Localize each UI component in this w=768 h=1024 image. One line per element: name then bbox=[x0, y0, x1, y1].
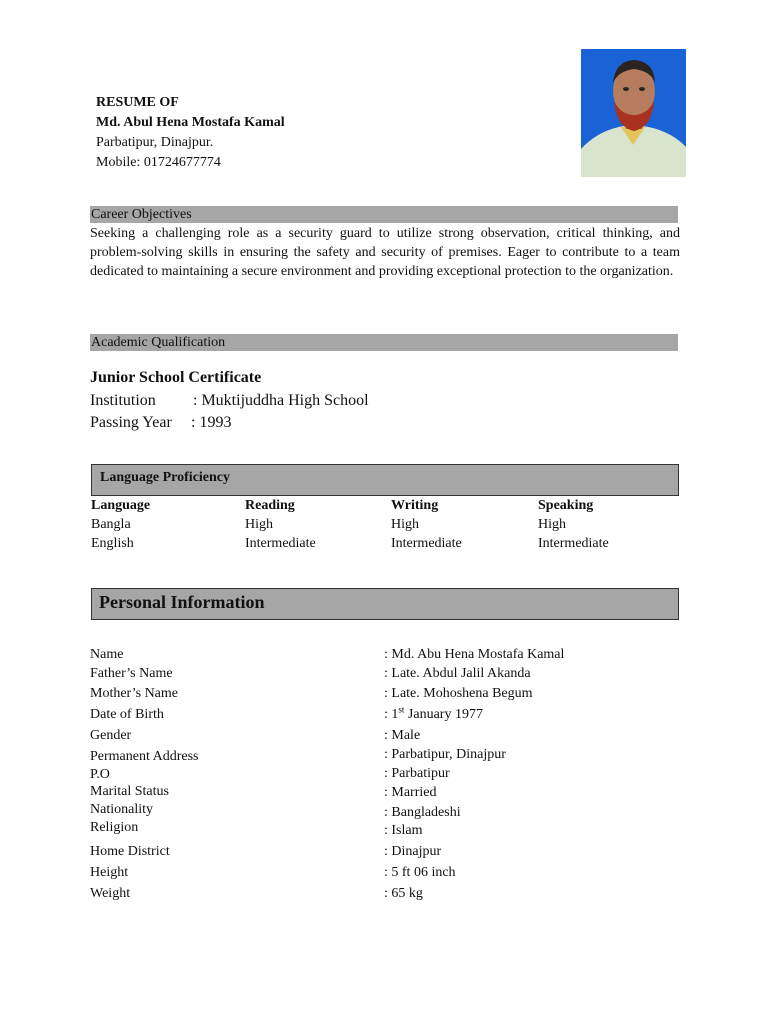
lang-col-reading: Reading bbox=[245, 498, 295, 513]
pi-label-religion: Religion bbox=[90, 820, 139, 835]
pi-label-permanent-address: Permanent Address bbox=[90, 749, 199, 764]
pi-value-home-district: : Dinajpur bbox=[384, 844, 442, 859]
pi-value-dob: : 1st January 1977 bbox=[384, 704, 483, 722]
resume-of-label: RESUME OF bbox=[96, 95, 179, 110]
certificate-title: Junior School Certificate bbox=[90, 369, 262, 386]
lang-cell: Intermediate bbox=[245, 536, 316, 551]
pi-value-mother: : Late. Mohoshena Begum bbox=[384, 686, 533, 701]
pi-label-po: P.O bbox=[90, 767, 110, 782]
passing-year-value: : 1993 bbox=[191, 414, 232, 431]
career-objectives-text: Seeking a challenging role as a security guard to utilize strong observation, critical thinking, and problem-solving skills in ensuring the safety and security of premises. Eager to contribute to a team dedicated to maintaining a secure environment and providing exceptional protection to the organization. bbox=[90, 226, 680, 279]
pi-label-mother: Mother’s Name bbox=[90, 686, 178, 701]
pi-value-po: : Parbatipur bbox=[384, 766, 450, 781]
profile-photo bbox=[581, 49, 686, 177]
lang-cell: Bangla bbox=[91, 517, 131, 532]
academic-qualification-heading: Academic Qualification bbox=[90, 334, 678, 351]
pi-label-gender: Gender bbox=[90, 728, 132, 743]
pi-label-home-district: Home District bbox=[90, 844, 170, 859]
pi-label-name: Name bbox=[90, 647, 124, 662]
language-proficiency-heading: Language Proficiency bbox=[91, 464, 679, 496]
pi-value-nationality: : Bangladeshi bbox=[384, 805, 461, 820]
lang-cell: English bbox=[91, 536, 134, 551]
lang-cell: Intermediate bbox=[391, 536, 462, 551]
pi-label-nationality: Nationality bbox=[90, 802, 153, 817]
passing-year-label: Passing Year bbox=[90, 414, 172, 431]
lang-col-writing: Writing bbox=[391, 498, 439, 513]
lang-col-speaking: Speaking bbox=[538, 498, 594, 513]
pi-label-weight: Weight bbox=[90, 886, 131, 901]
pi-value-gender: : Male bbox=[384, 728, 421, 743]
pi-value-father: : Late. Abdul Jalil Akanda bbox=[384, 666, 531, 681]
pi-value-religion: : Islam bbox=[384, 823, 423, 838]
institution-value: : Muktijuddha High School bbox=[193, 392, 369, 409]
lang-cell: High bbox=[391, 517, 419, 532]
candidate-name: Md. Abul Hena Mostafa Kamal bbox=[96, 115, 285, 130]
lang-cell: Intermediate bbox=[538, 536, 609, 551]
pi-label-dob: Date of Birth bbox=[90, 707, 164, 722]
candidate-mobile: Mobile: 01724677774 bbox=[96, 155, 221, 170]
lang-col-language: Language bbox=[91, 498, 151, 513]
pi-label-height: Height bbox=[90, 865, 129, 880]
pi-value-marital-status: : Married bbox=[384, 785, 437, 800]
personal-information-heading: Personal Information bbox=[91, 588, 679, 620]
candidate-address: Parbatipur, Dinajpur. bbox=[96, 135, 214, 150]
pi-value-permanent-address: : Parbatipur, Dinajpur bbox=[384, 747, 506, 762]
pi-label-father: Father’s Name bbox=[90, 666, 173, 681]
pi-value-name: : Md. Abu Hena Mostafa Kamal bbox=[384, 647, 565, 662]
institution-label: Institution bbox=[90, 392, 156, 409]
pi-value-weight: : 65 kg bbox=[384, 886, 423, 901]
career-objectives-heading: Career Objectives bbox=[90, 206, 678, 223]
lang-cell: High bbox=[245, 517, 273, 532]
lang-cell: High bbox=[538, 517, 566, 532]
pi-label-marital-status: Marital Status bbox=[90, 784, 169, 799]
pi-value-height: : 5 ft 06 inch bbox=[384, 865, 456, 880]
